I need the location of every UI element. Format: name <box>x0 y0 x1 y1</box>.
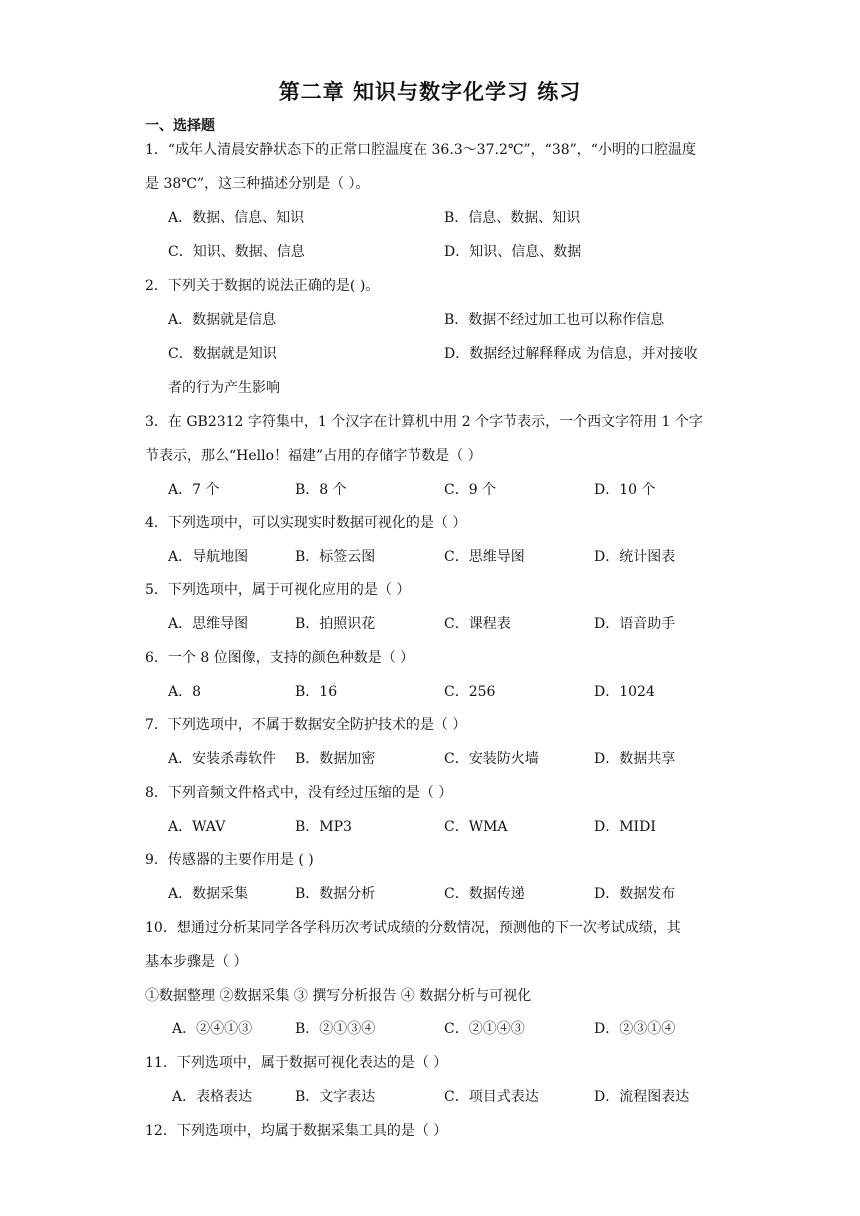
q11-option-b: B．文字表达 <box>295 1089 376 1105</box>
q3-option-b: B．8 个 <box>295 482 347 498</box>
question-3-line-1: 3．在 GB2312 字符集中，1 个汉字在计算机中用 2 个字节表示，一个西文字符用 1 个字 <box>145 414 703 430</box>
q8-option-c: C．WMA <box>444 819 508 835</box>
q5-option-b: B．拍照识花 <box>295 616 376 632</box>
question-1-line-2: 是 38℃”，这三种描述分别是（ ）。 <box>145 176 370 192</box>
question-8-line-1: 8．下列音频文件格式中，没有经过压缩的是（ ） <box>145 785 453 801</box>
q3-option-c: C．9 个 <box>444 482 497 498</box>
q7-option-b: B．数据加密 <box>295 751 376 767</box>
q11-option-c: C．项目式表达 <box>444 1089 539 1105</box>
q6-option-a: A．8 <box>168 684 202 700</box>
q4-option-c: C．思维导图 <box>444 549 525 565</box>
q10-option-d: D．②③①④ <box>594 1021 676 1037</box>
question-6-line-1: 6．一个 8 位图像，支持的颜色种数是（ ） <box>145 650 415 666</box>
question-11-line-1: 11．下列选项中，属于数据可视化表达的是（ ） <box>145 1055 448 1071</box>
q7-option-c: C．安装防火墙 <box>444 751 539 767</box>
q6-option-b: B．16 <box>295 684 338 700</box>
q11-option-a: A．表格表达 <box>172 1089 253 1105</box>
q8-option-a: A．WAV <box>168 819 226 835</box>
q2-option-a: A．数据就是信息 <box>168 312 277 328</box>
q2-option-d-continued: 者的行为产生影响 <box>168 380 280 396</box>
q10-option-c: C．②①④③ <box>444 1021 525 1037</box>
q1-option-c: C．知识、数据、信息 <box>168 244 305 260</box>
q9-option-a: A．数据采集 <box>168 886 249 902</box>
question-7-line-1: 7．下列选项中，不属于数据安全防护技术的是（ ） <box>145 717 467 733</box>
q6-option-c: C．256 <box>444 684 496 700</box>
q10-option-a: A．②④①③ <box>172 1021 253 1037</box>
q8-option-b: B．MP3 <box>295 819 352 835</box>
q2-option-b: B．数据不经过加工也可以称作信息 <box>444 312 665 328</box>
q1-option-a: A．数据、信息、知识 <box>168 210 305 226</box>
q2-option-c: C．数据就是知识 <box>168 346 277 362</box>
q10-option-b: B．②①③④ <box>295 1021 376 1037</box>
question-10-line-1: 10．想通过分析某同学各学科历次考试成绩的分数情况，预测他的下一次考试成绩，其 <box>145 920 681 936</box>
q2-option-d: D．数据经过解释释成 为信息，并对接收 <box>444 346 698 362</box>
q7-option-d: D．数据共享 <box>594 751 676 767</box>
question-10-line-2: 基本步骤是（ ） <box>145 954 248 970</box>
q1-option-b: B．信息、数据、知识 <box>444 210 581 226</box>
question-4-line-1: 4．下列选项中，可以实现实时数据可视化的是（ ） <box>145 515 467 531</box>
page-title: 第二章 知识与数字化学习 练习 <box>278 80 582 104</box>
q5-option-c: C．课程表 <box>444 616 511 632</box>
question-12-line-1: 12．下列选项中，均属于数据采集工具的是（ ） <box>145 1123 448 1139</box>
q5-option-d: D．语音助手 <box>594 616 676 632</box>
q4-option-b: B．标签云图 <box>295 549 376 565</box>
question-5-line-1: 5．下列选项中，属于可视化应用的是（ ） <box>145 582 411 598</box>
q9-option-d: D．数据发布 <box>594 886 676 902</box>
q4-option-d: D．统计图表 <box>594 549 676 565</box>
question-10-steps: ①数据整理 ②数据采集 ③ 撰写分析报告 ④ 数据分析与可视化 <box>145 988 532 1004</box>
q4-option-a: A．导航地图 <box>168 549 249 565</box>
q11-option-d: D．流程图表达 <box>594 1089 690 1105</box>
question-2-line-1: 2．下列关于数据的说法正确的是( )。 <box>145 278 380 294</box>
q3-option-a: A．7 个 <box>168 482 220 498</box>
q3-option-d: D．10 个 <box>594 482 656 498</box>
q6-option-d: D．1024 <box>594 684 655 700</box>
q8-option-d: D．MIDI <box>594 819 656 835</box>
question-9-line-1: 9．传感器的主要作用是 ( ) <box>145 852 314 868</box>
question-3-line-2: 节表示，那么“Hello！福建”占用的存储字节数是（ ） <box>145 448 482 464</box>
q9-option-c: C．数据传递 <box>444 886 525 902</box>
q7-option-a: A．安装杀毒软件 <box>168 751 277 767</box>
q9-option-b: B．数据分析 <box>295 886 376 902</box>
question-1-line-1: 1．“成年人清晨安静状态下的正常口腔温度在 36.3～37.2℃”，“38”，“小明的口腔温度 <box>145 142 696 158</box>
q5-option-a: A．思维导图 <box>168 616 249 632</box>
q1-option-d: D．知识、信息、数据 <box>444 244 582 260</box>
section-heading: 一、选择题 <box>145 118 215 134</box>
